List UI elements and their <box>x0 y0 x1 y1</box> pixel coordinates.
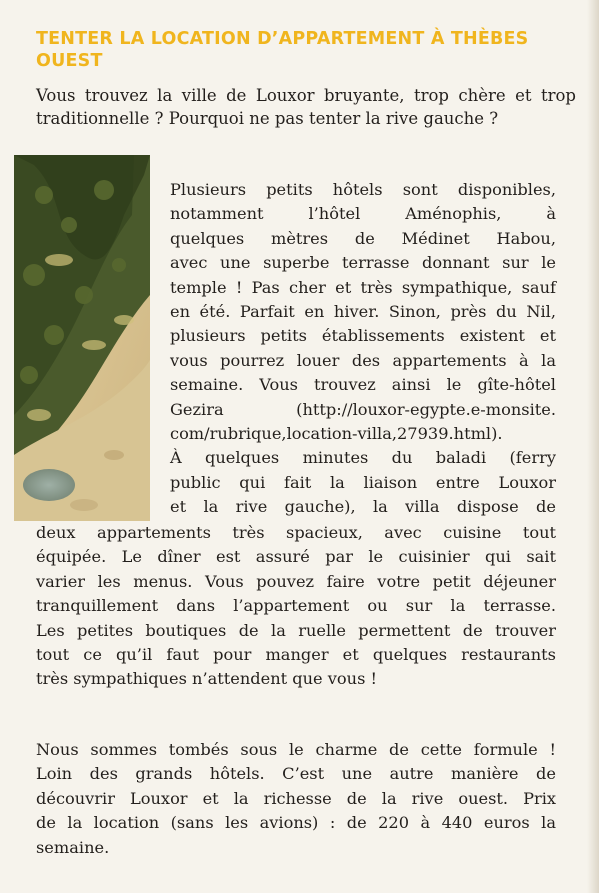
body-line: varier les menus. Vous pouvez faire votre petit déjeuner <box>36 571 556 591</box>
article-intro <box>36 84 576 130</box>
aerial-photo-image <box>14 155 150 521</box>
conclusion-line: de la location (sans les avions) : de 220 à 440 euros la <box>36 813 556 833</box>
aerial-photo <box>14 155 150 521</box>
body-line: deux appartements très spacieux, avec cuisine tout <box>36 523 556 542</box>
body-line: Les petites boutiques de la ruelle permettent de trouver <box>36 620 556 640</box>
body-line: com/rubrique,location-villa,27939.html). <box>170 424 503 444</box>
body-line: vous pourrez louer des appartements à la <box>170 350 556 370</box>
page-edge-shadow <box>587 0 599 893</box>
intro-line-1: Vous trouvez la ville de Louxor bruyante, trop chère et trop <box>36 86 576 105</box>
conclusion-line: Loin des grands hôtels. C’est une autre manière de <box>36 764 556 784</box>
conclusion-line: découvrir Louxor et la richesse de la rive ouest. Prix <box>36 788 556 808</box>
body-line: notamment l’hôtel Aménophis, à <box>170 204 556 224</box>
conclusion-line: semaine. <box>36 837 110 857</box>
article-heading <box>36 28 556 72</box>
body-line: tranquillement dans l’appartement ou sur la terrasse. <box>36 596 556 616</box>
body-line: Gezira (http://louxor-egypte.e-monsite. <box>170 399 556 419</box>
intro-line-2: traditionnelle ? Pourquoi ne pas tenter la rive gauche ? <box>36 109 499 128</box>
body-line: plusieurs petits établissements existent et <box>170 326 556 346</box>
body-line: public qui fait la liaison entre Louxor <box>170 472 556 492</box>
article-conclusion <box>36 738 556 860</box>
conclusion-line: Nous sommes tombés sous le charme de cette formule ! <box>36 740 556 759</box>
body-line: très sympathiques n’attendent que vous ! <box>36 669 378 689</box>
body-line: tout ce qu’il faut pour manger et quelques restaurants <box>36 645 556 665</box>
body-line: quelques mètres de Médinet Habou, <box>170 228 556 248</box>
body-line: avec une superbe terrasse donnant sur le <box>170 253 556 273</box>
body-line: semaine. Vous trouvez ainsi le gîte-hôtel <box>170 375 556 395</box>
body-line: temple ! Pas cher et très sympathique, sauf <box>170 277 556 297</box>
body-line: Plusieurs petits hôtels sont disponibles, <box>170 180 556 199</box>
heading-line-2: OUEST <box>36 51 103 71</box>
heading-line-1: TENTER LA LOCATION D’APPARTEMENT À THÈBES <box>36 29 529 49</box>
body-line: et la rive gauche), la villa dispose de <box>170 497 556 517</box>
body-line: À quelques minutes du baladi (ferry <box>170 448 556 468</box>
body-line: équipée. Le dîner est assuré par le cuisinier qui sait <box>36 547 556 567</box>
article-body-narrow <box>170 178 556 520</box>
body-line: en été. Parfait en hiver. Sinon, près du Nil, <box>170 302 556 322</box>
article-body-wide <box>36 521 556 692</box>
